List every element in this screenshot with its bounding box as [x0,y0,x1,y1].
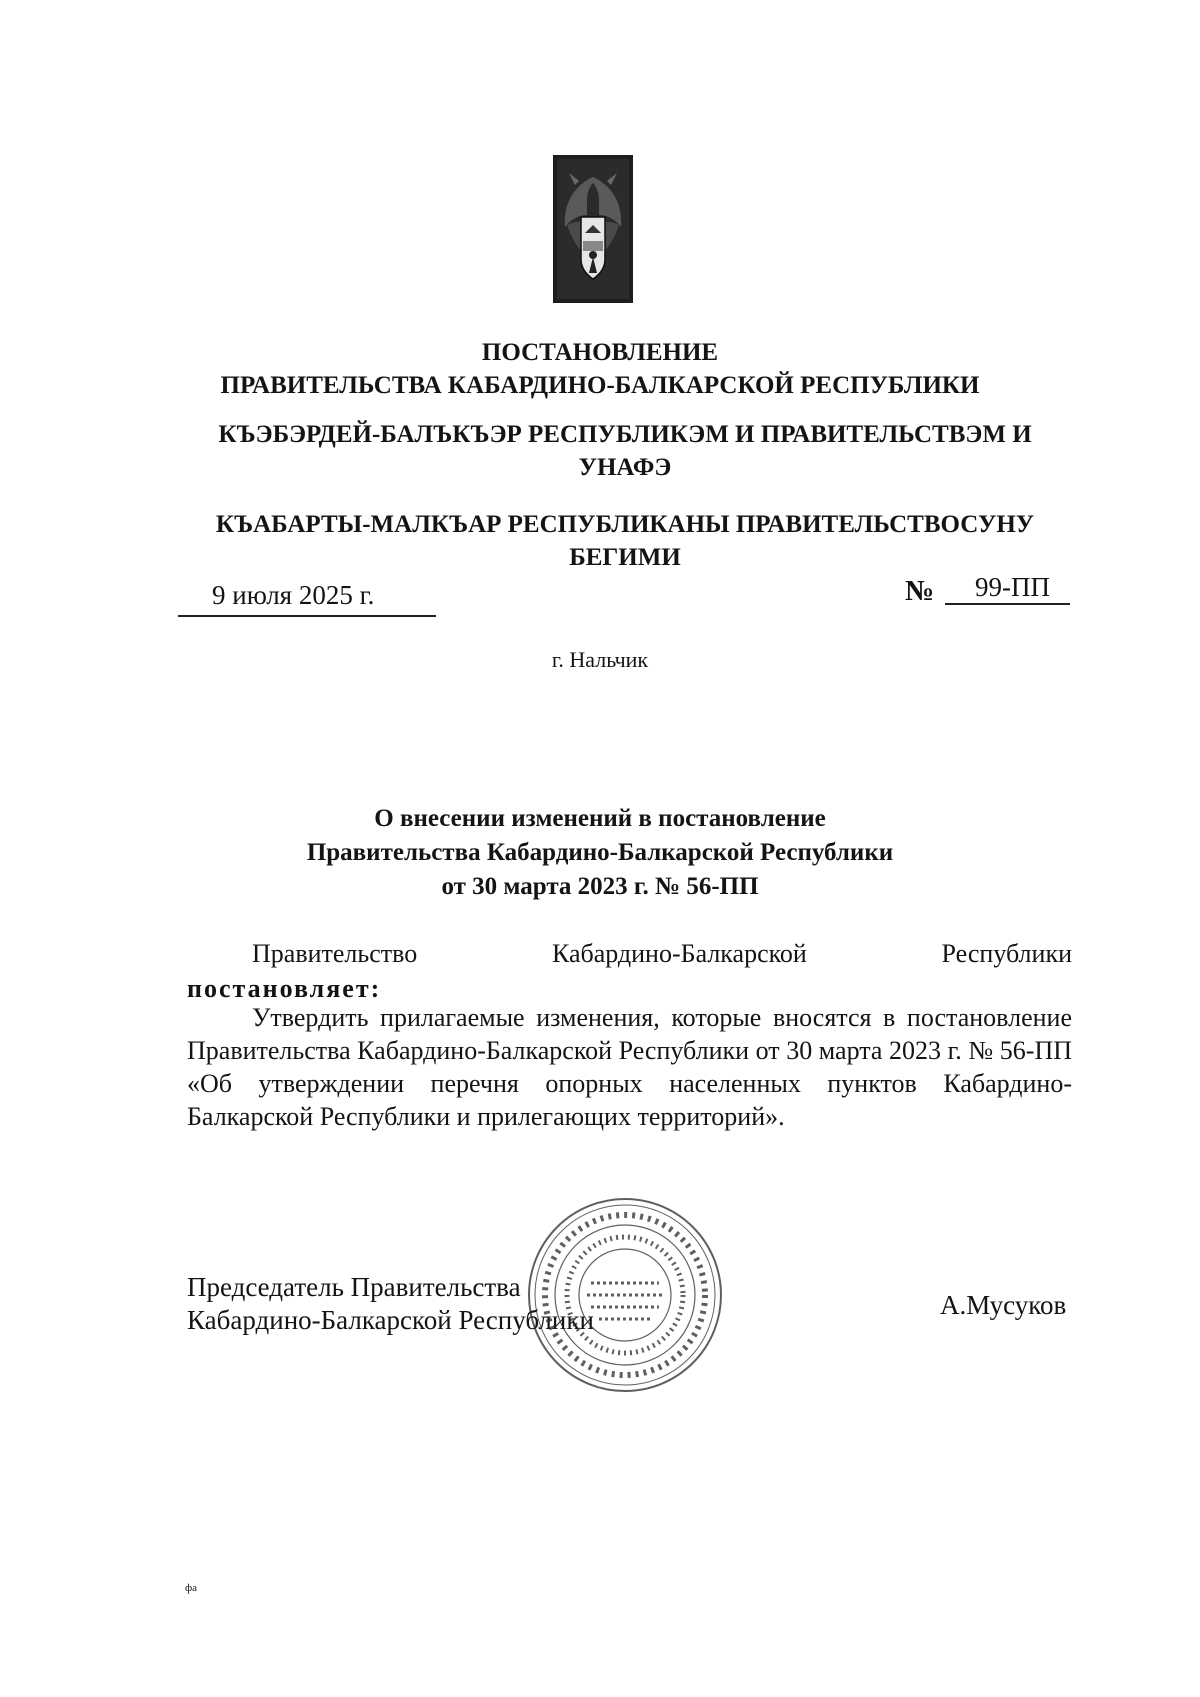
title-line2: Правительства Кабардино-Балкарской Республики [306,839,894,866]
document-number: 99-ПП [975,572,1050,602]
body-paragraph-intro: Правительство Кабардино-Балкарской Республики [252,939,1072,968]
number-sign: № [905,575,935,607]
signature-name: А.Мусуков [940,1290,1067,1320]
header-title-line2: ПРАВИТЕЛЬСТВА КАБАРДИНО-БАЛКАРСКОЙ РЕСПУБЛИКИ [220,372,980,399]
document-title [0,802,1200,904]
coat-of-arms-emblem [553,155,633,303]
document-header [0,336,1200,402]
number-underline [945,603,1070,605]
header-balkar: КЪАБАРТЫ-МАЛКЪАР РЕСПУБЛИКАНЫ ПРАВИТЕЛЬСТВОСУНУ БЕГИМИ [215,511,1035,571]
document-city: г. Нальчик [551,647,649,672]
body-resolves: постановляет: [187,974,382,1003]
body-paragraph-main: Утвердить прилагаемые изменения, которые вносятся в постановление Правительства Кабардино-Балкарской Республики от 30 марта 2023 г. № 56-ПП «Об утверждении перечня опорных населенных пунктов Кабардино-Балкарской Республики и прилегающих территорий». [187,1003,1072,1131]
document-date: 9 июля 2025 г. [212,580,375,610]
signature-position-line2: Кабардино-Балкарской Республики [187,1305,594,1335]
footer-mark: фа [185,1582,198,1594]
official-seal-stamp [525,1195,725,1395]
date-underline [178,615,436,617]
title-line3: от 30 марта 2023 г. № 56-ПП [441,873,759,900]
title-line1: О внесении изменений в постановление [374,805,826,832]
header-title-line1: ПОСТАНОВЛЕНИЕ [481,339,719,366]
signature-position-line1: Председатель Правительства [187,1272,521,1302]
header-kabardian: КЪЭБЭРДЕЙ-БАЛЪКЪЭР РЕСПУБЛИКЭМ И ПРАВИТЕЛЬСТВЭМ И УНАФЭ [218,421,1032,481]
